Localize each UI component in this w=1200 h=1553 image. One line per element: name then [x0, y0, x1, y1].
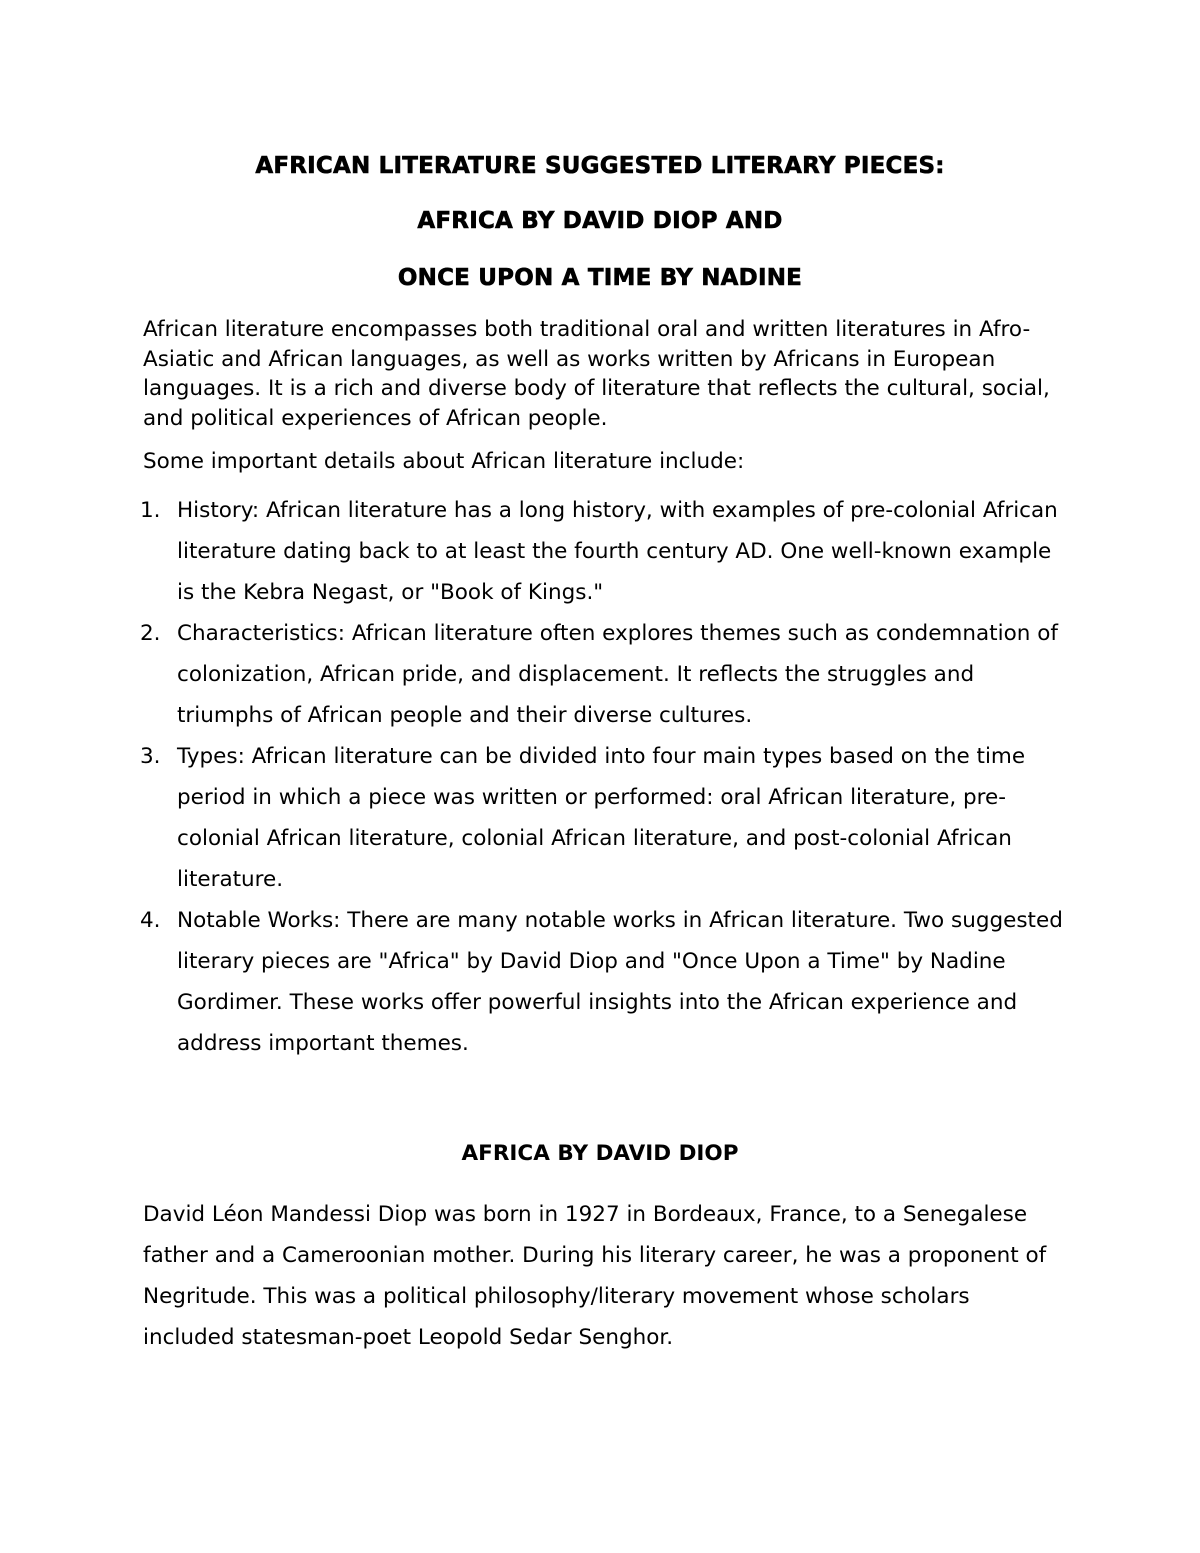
- list-item-text: Characteristics: African literature often explores themes such as condemnation of colonization, African pride, and displacement. It reflects the struggles and triumphs of African people and their diverse cultures.: [177, 621, 1058, 728]
- list-item: [140, 613, 1063, 736]
- bio-paragraph: David Léon Mandessi Diop was born in 1927 in Bordeaux, France, to a Senegalese father and a Cameroonian mother. During his literary career, he was a proponent of Negritude. This was a political philosophy/literary movement whose scholars included statesman-poet Leopold Sedar Senghor.: [143, 1202, 1047, 1350]
- list-item: [140, 736, 1063, 900]
- list-item-text: Types: African literature can be divided into four main types based on the time period in which a piece was written or performed: oral African literature, pre-colonial African literature, colonial African literature, and post-colonial African literature.: [177, 744, 1026, 892]
- intro-paragraph: African literature encompasses both traditional oral and written literatures in Afro-Asiatic and African languages, as well as works written by Africans in European languages. It is a rich and diverse body of literature that reflects the cultural, social, and political experiences of African people.: [143, 317, 1050, 431]
- list-item-number: 4.: [140, 908, 161, 933]
- list-lead-sentence: Some important details about African literature include:: [143, 449, 745, 474]
- document-title-line-3: ONCE UPON A TIME BY NADINE: [397, 265, 803, 291]
- section-heading: AFRICA BY DAVID DIOP: [461, 1141, 739, 1166]
- list-item: [140, 900, 1063, 1064]
- list-item-number: 2.: [140, 621, 161, 646]
- document-title-line-2: AFRICA BY DAVID DIOP AND: [417, 208, 783, 234]
- list-item-number: 3.: [140, 744, 161, 769]
- details-list: [140, 490, 1063, 1064]
- document-title-line-1: AFRICAN LITERATURE SUGGESTED LITERARY PIECES:: [255, 153, 945, 179]
- list-item-text: History: African literature has a long history, with examples of pre-colonial African literature dating back to at least the fourth century AD. One well-known example is the Kebra Negast, or "Book of Kings.": [177, 498, 1058, 605]
- list-item-text: Notable Works: There are many notable works in African literature. Two suggested literary pieces are "Africa" by David Diop and "Once Upon a Time" by Nadine Gordimer. These works offer powerful insights into the African experience and address important themes.: [177, 908, 1063, 1056]
- list-item: [140, 490, 1063, 613]
- list-item-number: 1.: [140, 498, 161, 523]
